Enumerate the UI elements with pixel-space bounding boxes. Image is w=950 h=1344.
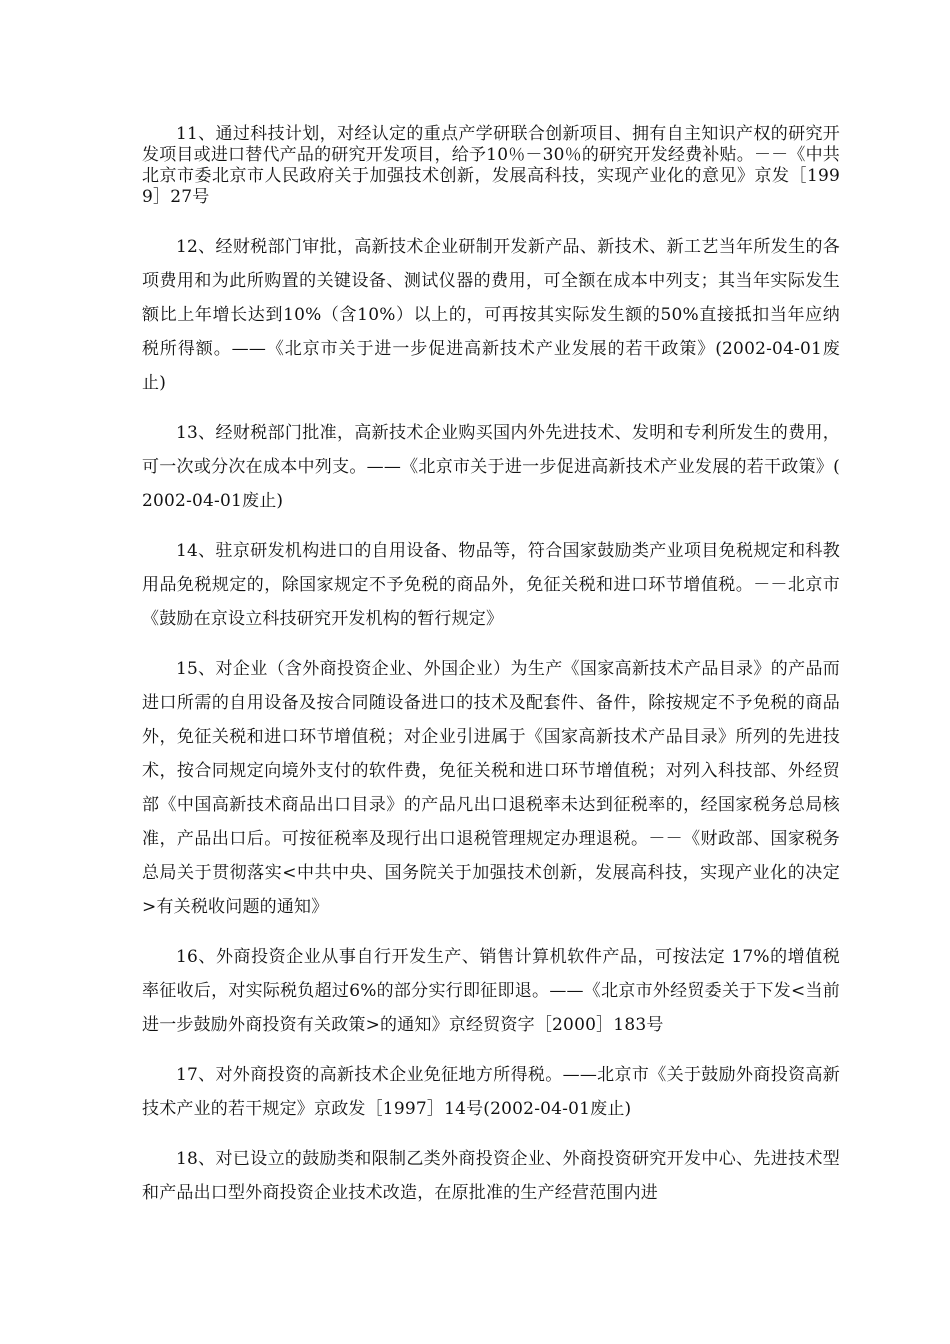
paragraph-15: 15、对企业（含外商投资企业、外国企业）为生产《国家高新技术产品目录》的产品而进口所需的自用设备及按合同随设备进口的技术及配套件、备件，除按规定不予免税的商品外，免征关税和进口环节增值税；对企业引进属于《国家高新技术产品目录》所列的先进技术，按合同规定向境外支付的软件费，免征关税和进口环节增值税；对列入科技部、外经贸部《中国高新技术商品出口目录》的产品凡出口退税率未达到征税率的，经国家税务总局核准，产品出口后。可按征税率及现行出口退税管理规定办理退税。－－《财政部、国家税务总局关于贯彻落实<中共中央、国务院关于加强技术创新，发展高科技，实现产业化的决定>有关税收问题的通知》 <box>142 659 840 917</box>
paragraph-17: 17、对外商投资的高新技术企业免征地方所得税。——北京市《关于鼓励外商投资高新技术产业的若干规定》京政发［1997］14号(2002-04-01废止) <box>142 1065 840 1119</box>
paragraph-12: 12、经财税部门审批，高新技术企业研制开发新产品、新技术、新工艺当年所发生的各项费用和为此所购置的关键设备、测试仪器的费用，可全额在成本中列支；其当年实际发生额比上年增长达到10%（含10%）以上的，可再按其实际发生额的50%直接抵扣当年应纳税所得额。——《北京市关于进一步促进高新技术产业发展的若干政策》(2002-04-01废止) <box>142 237 840 393</box>
paragraph-16: 16、外商投资企业从事自行开发生产、销售计算机软件产品，可按法定 17%的增值税率征收后，对实际税负超过6%的部分实行即征即退。——《北京市外经贸委关于下发<当前进一步鼓励外商投资有关政策>的通知》京经贸资字［2000］183号 <box>142 947 840 1035</box>
paragraph-13: 13、经财税部门批准，高新技术企业购买国内外先进技术、发明和专利所发生的费用，可一次或分次在成本中列支。——《北京市关于进一步促进高新技术产业发展的若干政策》( 2002-04-01废止) <box>142 423 840 511</box>
paragraph-14: 14、驻京研发机构进口的自用设备、物品等，符合国家鼓励类产业项目免税规定和科教用品免税规定的，除国家规定不予免税的商品外，免征关税和进口环节增值税。－－北京市《鼓励在京设立科技研究开发机构的暂行规定》 <box>142 541 840 629</box>
paragraph-11: 11、通过科技计划，对经认定的重点产学研联合创新项目、拥有自主知识产权的研究开发项目或进口替代产品的研究开发项目，给予10％－30％的研究开发经费补贴。－－《中共北京市委北京市人民政府关于加强技术创新，发展高科技，实现产业化的意见》京发［1999］27号 <box>142 124 840 207</box>
paragraph-18: 18、对已设立的鼓励类和限制乙类外商投资企业、外商投资研究开发中心、先进技术型和产品出口型外商投资企业技术改造，在原批准的生产经营范围内进 <box>142 1149 840 1203</box>
